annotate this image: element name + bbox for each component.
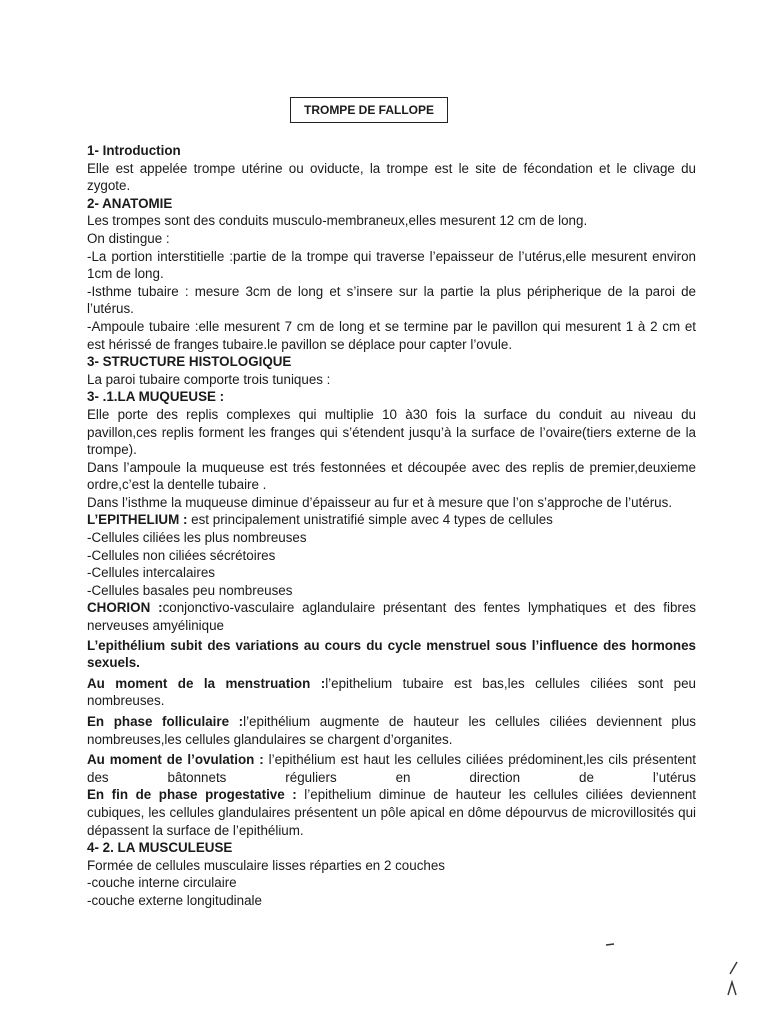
introduction-text: Elle est appelée trompe utérine ou oviducte, la trompe est le site de fécondation et le clivage du zygote. <box>87 160 696 194</box>
epithelium-paragraph <box>87 511 696 529</box>
epithelium-label: L’EPITHELIUM : <box>87 512 188 528</box>
anatomie-paragraph: -Isthme tubaire : mesure 3cm de long et s’insere sur la partie la plus péripherique de la paroi de l’utérus. <box>87 283 696 317</box>
phase-paragraph <box>87 751 696 786</box>
anatomie-paragraph: On distingue : <box>87 230 170 246</box>
phase-label: Au moment de l’ovulation : <box>87 752 264 768</box>
muqueuse-paragraph: Dans l’isthme la muqueuse diminue d’épaisseur au fur et à mesure que l’on s’approche de l’utérus. <box>87 494 673 510</box>
anatomie-paragraph: -La portion interstitielle :partie de la trompe qui traverse l’epaisseur de l’utérus,elle mesurent environ 1cm de long. <box>87 248 696 282</box>
musculeuse-paragraph: Formée de cellules musculaire lisses réparties en 2 couches <box>87 857 445 873</box>
section-heading-anatomie: 2- ANATOMIE <box>87 195 173 211</box>
musculeuse-item: -couche interne circulaire <box>87 875 237 891</box>
muqueuse-paragraph: Dans l’ampoule la muqueuse est trés festonnées et découpée avec des replis de premier,deuxieme ordre,c’est la dentelle tubaire . <box>87 459 696 493</box>
structure-intro: La paroi tubaire comporte trois tuniques : <box>87 371 331 387</box>
pen-mark <box>606 944 614 945</box>
phase-text: l’epithélium augmente de hauteur les cellules ciliées deviennent plus nombreuses,les cellules glandulaires se chargent d’organites. <box>87 714 696 747</box>
muqueuse-paragraph: Elle porte des replis complexes qui multiplie 10 à30 fois la surface du conduit au niveau du pavillon,ces replis forment les franges qui s’étendent jusqu’à la surface de l’ovaire(tiers externe de la trompe). <box>87 406 696 458</box>
phase-label: Au moment de la menstruation : <box>87 675 326 691</box>
anatomie-paragraph: Les trompes sont des conduits musculo-membraneux,elles mesurent 12 cm de long. <box>87 213 588 229</box>
phase-paragraph <box>87 713 696 748</box>
phase-label: En phase folliculaire : <box>87 714 244 729</box>
cell-type-item: -Cellules non ciliées sécrétoires <box>87 547 276 563</box>
phase-paragraph <box>87 675 696 710</box>
document-title: TROMPE DE FALLOPE <box>290 97 448 123</box>
phase-label: En fin de phase progestative : <box>87 787 297 803</box>
cycle-statement: L’epithélium subit des variations au cours du cycle menstruel sous l’influence des hormones sexuels. <box>87 637 696 671</box>
chorion-text: conjonctivo-vasculaire aglandulaire présentant des fentes lymphatiques et des fibres nerveuses amyélinique <box>87 600 696 634</box>
cell-type-item: -Cellules intercalaires <box>87 565 216 581</box>
subsection-heading-muqueuse: 3- .1.LA MUQUEUSE : <box>87 389 225 405</box>
musculeuse-item: -couche externe longitudinale <box>87 892 262 908</box>
phase-text: l’epithelium diminue de hauteur les cellules ciliées deviennent cubiques, les cellules glandulaires présentent un pôle apical en dôme dépourvus de microvillosités qui dépassent la surface de l’epithélium. <box>87 787 696 838</box>
phase-text: l’epithélium est haut les cellules ciliées prédominent,les cils présentent des bâtonnets réguliers en direction de l’utérus <box>87 752 696 785</box>
chorion-label: CHORION : <box>87 600 163 616</box>
pen-mark <box>730 962 737 974</box>
phase-paragraph <box>87 786 696 839</box>
section-heading-structure: 3- STRUCTURE HISTOLOGIQUE <box>87 354 292 370</box>
cell-type-item: -Cellules basales peu nombreuses <box>87 582 293 598</box>
section-heading-musculeuse: 4- 2. LA MUSCULEUSE <box>87 840 233 856</box>
anatomie-paragraph: -Ampoule tubaire :elle mesurent 7 cm de long et se termine par le pavillon qui mesurent 1 à 2 cm et est hérissé de franges tubaire.le pavillon se déplace pour capter l’ovule. <box>87 318 696 352</box>
document-body <box>87 142 696 910</box>
section-heading-introduction: 1- Introduction <box>87 143 181 158</box>
epithelium-text: est principalement unistratifié simple avec 4 types de cellules <box>187 512 553 528</box>
phase-text: l’epithelium tubaire est bas,les cellules ciliées sont peu nombreuses. <box>87 675 696 709</box>
chorion-paragraph <box>87 599 696 634</box>
cell-type-item: -Cellules ciliées les plus nombreuses <box>87 530 307 546</box>
pen-mark <box>728 982 736 995</box>
